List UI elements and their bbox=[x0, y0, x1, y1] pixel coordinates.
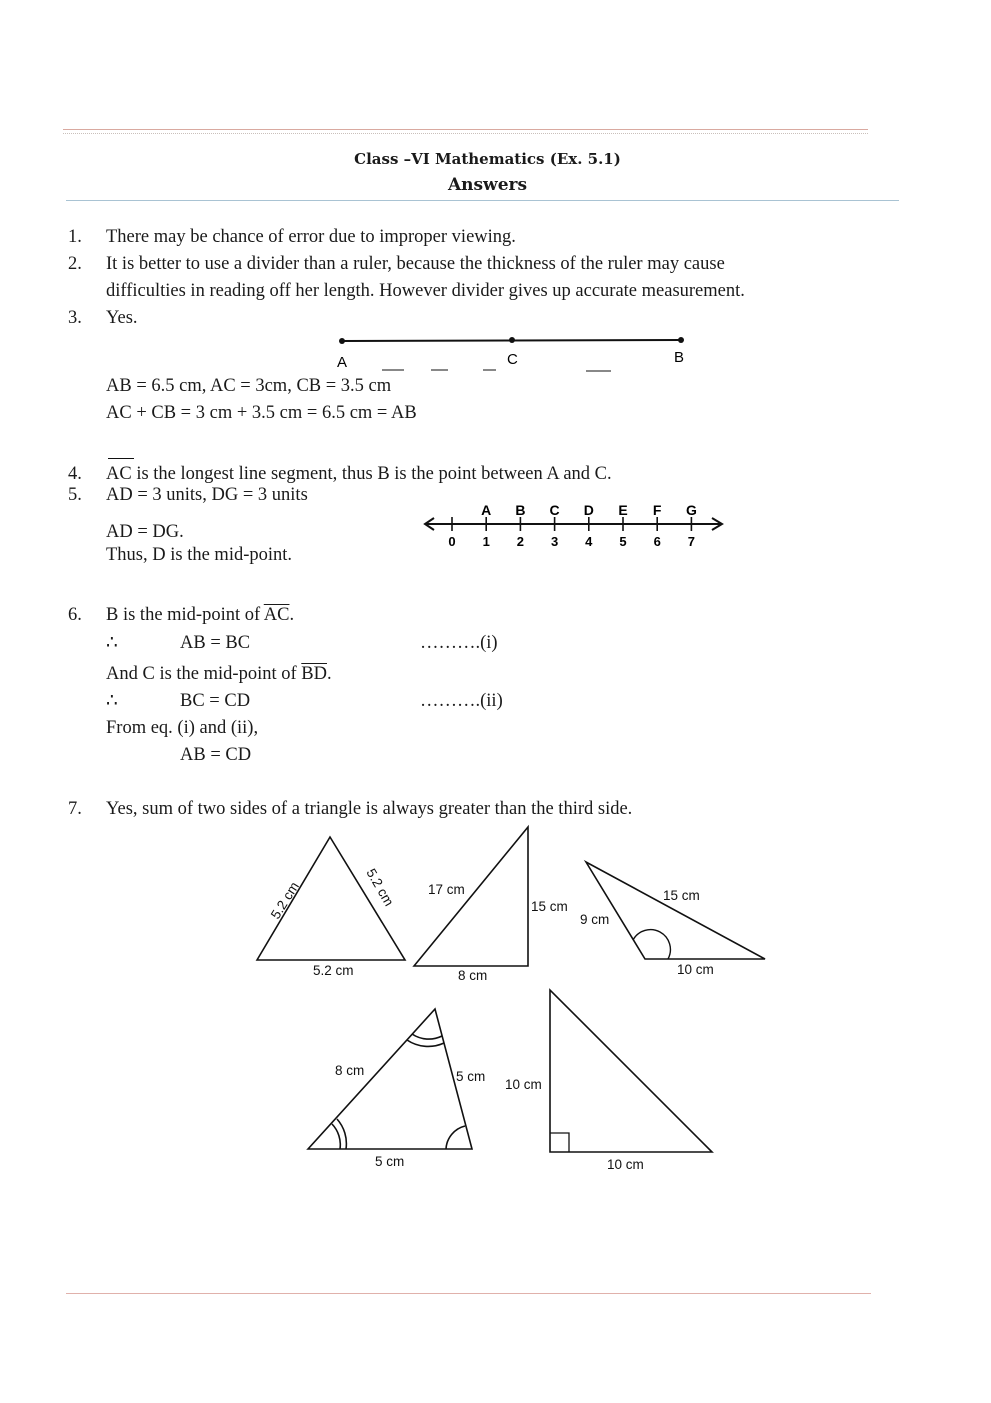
angle-arc-top-1 bbox=[412, 1034, 442, 1039]
rt-side-label: 15 cm bbox=[531, 899, 568, 914]
footer-rule bbox=[66, 1293, 871, 1294]
point-b-label: B bbox=[674, 349, 685, 366]
angle-arc-right bbox=[446, 1126, 465, 1149]
page-subtitle: Answers bbox=[447, 175, 528, 195]
answer-4-overline-mark bbox=[108, 458, 134, 459]
ob-top-label: 15 cm bbox=[663, 888, 700, 903]
triangle-8-5-5 bbox=[308, 1009, 472, 1149]
answer-3-text: Yes. bbox=[106, 308, 138, 328]
number-line-number: 7 bbox=[687, 534, 696, 549]
point-c-label: C bbox=[507, 351, 518, 368]
answer-6-line-2-text: And C is the mid-point of bbox=[106, 664, 302, 684]
rt-hyp-label: 17 cm bbox=[428, 882, 465, 897]
answer-6-equation-1: AB = BC bbox=[180, 633, 251, 653]
segment-bd: $\overline{BD}$ bbox=[301, 664, 327, 684]
therefore-symbol-2: ∴ bbox=[106, 691, 118, 711]
answer-1-number: 1. bbox=[68, 227, 82, 247]
number-line-letter: B bbox=[515, 502, 526, 518]
answer-5-number: 5. bbox=[68, 485, 82, 505]
number-line-number: 0 bbox=[448, 534, 456, 549]
ri-side-label: 10 cm bbox=[505, 1077, 542, 1092]
t4-right-label: 5 cm bbox=[456, 1069, 486, 1084]
answer-5-equation: AD = DG. bbox=[106, 522, 184, 542]
eq-right-label: 5.2 cm bbox=[363, 866, 397, 909]
answer-2-number: 2. bbox=[68, 254, 82, 274]
angle-arc-left-1 bbox=[332, 1124, 340, 1149]
answer-7-text: Yes, sum of two sides of a triangle is always greater than the third side. bbox=[106, 799, 633, 819]
number-line-letter: D bbox=[583, 502, 594, 518]
right-isosceles-triangle bbox=[550, 990, 712, 1152]
answer-4-number: 4. bbox=[68, 464, 82, 484]
segment-acb-figure bbox=[330, 330, 700, 380]
answer-6-line-1-end: . bbox=[289, 605, 295, 625]
number-line-figure bbox=[420, 498, 730, 552]
number-line-number: 6 bbox=[653, 534, 661, 549]
title-rule bbox=[66, 200, 899, 201]
answer-6-line-1-text: B is the mid-point of bbox=[106, 605, 264, 625]
angle-arc-top-2 bbox=[407, 1040, 444, 1046]
equation-tag-2: ……….(ii) bbox=[420, 691, 503, 711]
equation-tag-1: ……….(i) bbox=[420, 633, 498, 653]
answer-6-line-2-end: . bbox=[326, 664, 332, 684]
ob-left-label: 9 cm bbox=[580, 912, 610, 927]
eq-base-label: 5.2 cm bbox=[313, 963, 354, 978]
number-line-letter: G bbox=[685, 502, 697, 518]
answer-1-text: There may be chance of error due to improper viewing. bbox=[106, 227, 516, 247]
answer-7-number: 7. bbox=[68, 799, 82, 819]
number-line-number: 4 bbox=[585, 534, 593, 549]
answer-3-equation-2: AC + CB = 3 cm + 3.5 cm = 6.5 cm = AB bbox=[106, 403, 417, 423]
number-line-number: 2 bbox=[516, 534, 525, 549]
ri-base-label: 10 cm bbox=[607, 1157, 644, 1172]
answer-6-number: 6. bbox=[68, 605, 82, 625]
ob-base-label: 10 cm bbox=[677, 962, 714, 977]
segment-ac: $\overline{AC}$ bbox=[263, 605, 290, 625]
number-line-number: 1 bbox=[482, 534, 490, 549]
answer-6-line-2 bbox=[106, 663, 332, 685]
answer-2-line-1: It is better to use a divider than a ruler, because the thickness of the ruler may cause bbox=[106, 254, 725, 274]
answer-6-line-1 bbox=[106, 604, 294, 626]
answer-5-text: AD = 3 units, DG = 3 units bbox=[106, 485, 308, 505]
therefore-symbol-1: ∴ bbox=[106, 633, 118, 653]
number-line-letter: A bbox=[481, 502, 492, 518]
point-a-label: A bbox=[337, 354, 348, 371]
t4-base-label: 5 cm bbox=[375, 1154, 405, 1169]
rt-base-label: 8 cm bbox=[458, 968, 488, 983]
answer-3-equation-1: AB = 6.5 cm, AC = 3cm, CB = 3.5 cm bbox=[106, 376, 392, 396]
page-title: Class –VI Mathematics (Ex. 5.1) bbox=[354, 150, 621, 168]
obtuse-triangle bbox=[586, 862, 765, 959]
number-line-number: 5 bbox=[619, 534, 627, 549]
answer-6-equation-3: AB = CD bbox=[180, 745, 252, 765]
number-line-letter: F bbox=[652, 502, 662, 518]
right-angle-mark bbox=[550, 1133, 569, 1152]
triangles-figure bbox=[240, 820, 780, 1180]
answer-6-equation-2: BC = CD bbox=[180, 691, 251, 711]
top-rule bbox=[63, 129, 868, 134]
answer-6-line-3: From eq. (i) and (ii), bbox=[106, 718, 259, 738]
number-line-letter: C bbox=[549, 502, 560, 518]
obtuse-angle-arc bbox=[633, 930, 670, 959]
eq-left-label: 5.2 cm bbox=[267, 879, 303, 922]
answer-3-number: 3. bbox=[68, 308, 82, 328]
answer-2-line-2: difficulties in reading off her length. However divider gives up accurate measurement. bbox=[106, 281, 745, 301]
answer-5-conclusion: Thus, D is the mid-point. bbox=[106, 545, 293, 565]
answer-4-text: is the longest line segment, thus B is the point between A and C. bbox=[131, 464, 612, 484]
answer-4-line bbox=[106, 463, 612, 485]
number-line-letter: E bbox=[618, 502, 628, 518]
number-line-number: 3 bbox=[550, 534, 559, 549]
answer-4-segment: AC bbox=[106, 464, 132, 484]
t4-left-label: 8 cm bbox=[335, 1063, 365, 1078]
